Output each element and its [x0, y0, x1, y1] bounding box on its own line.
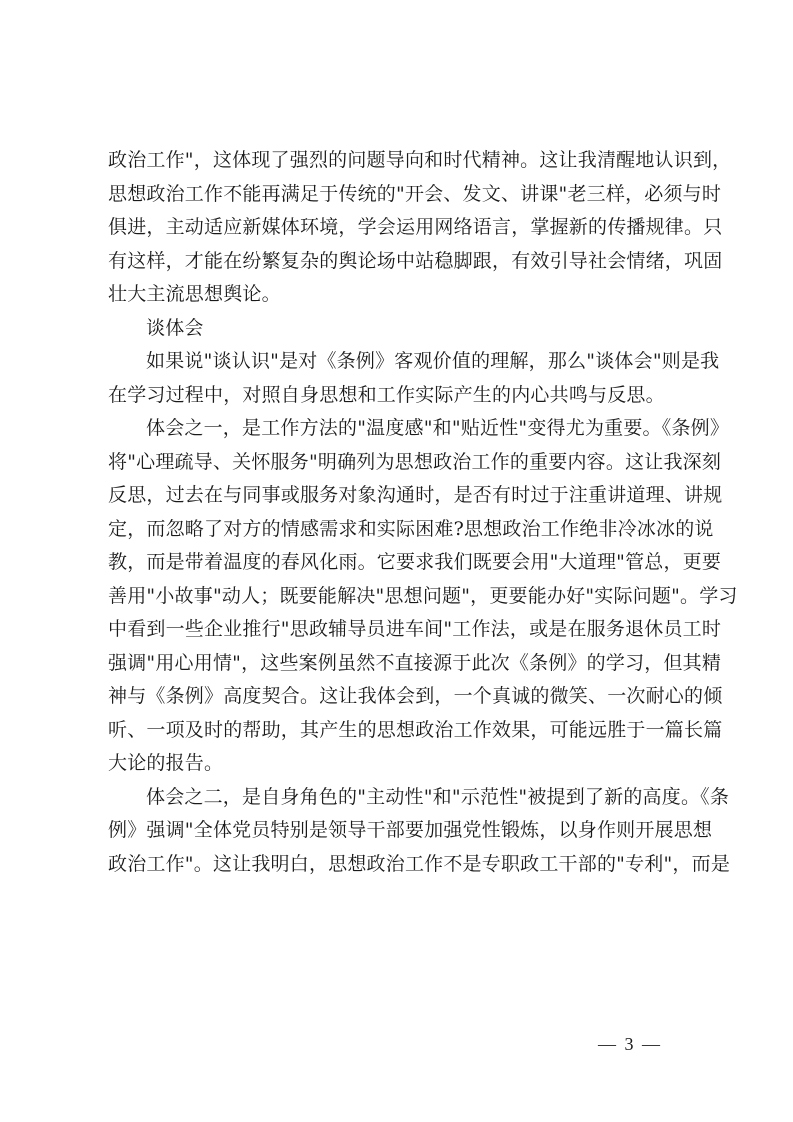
page-number: — 3 — [598, 1034, 662, 1054]
text-line-19: 大论的报告。 [108, 752, 224, 774]
text-line-12: 定，而忽略了对方的情感需求和实际困难?思想政治工作绝非冷冰冰的说 [108, 517, 714, 540]
text-line-9: 体会之一，是工作方法的"温度感"和"贴近性"变得尤为重要。《条例》 [146, 417, 730, 439]
text-line-20: 体会之二，是自身角色的"主动性"和"示范性"被提到了新的高度。《条 [146, 785, 730, 808]
text-line-22: 政治工作"。这让我明白，思想政治工作不是专职政工干部的"专利"，而是 [108, 852, 731, 875]
text-line-14: 善用"小故事"动人；既要能解决"思想问题"，更要能办好"实际问题"。学习 [108, 584, 738, 607]
text-line-7: 如果说"谈认识"是对《条例》客观价值的理解，那么"谈体会"则是我 [146, 350, 720, 372]
text-line-11: 反思，过去在与同事或服务对象沟通时，是否有时过于注重讲道理、讲规 [108, 484, 723, 506]
text-line-16: 强调"用心用情"，这些案例虽然不直接源于此次《条例》的学习，但其精 [108, 651, 722, 674]
text-line-10: 将"心理疏导、关怀服务"明确列为思想政治工作的重要内容。这让我深刻 [108, 450, 722, 473]
text-line-13: 教，而是带着温度的春风化雨。它要求我们既要会用"大道理"管总，更要 [108, 551, 722, 573]
text-line-5: 壮大主流思想舆论。 [108, 283, 281, 305]
section-heading: 谈体会 [146, 316, 204, 339]
body-text [108, 144, 738, 881]
text-line-2: 思想政治工作不能再满足于传统的"开会、发文、讲课"老三样，必须与时 [108, 182, 722, 205]
text-line-21: 例》强调"全体党员特别是领导干部要加强党性锻炼，以身作则开展思想 [108, 819, 713, 841]
text-line-1: 政治工作"，这体现了强烈的问题导向和时代精神。这让我清醒地认识到， [108, 149, 732, 171]
text-line-3: 俱进，主动适应新媒体环境，学会运用网络语言，掌握新的传播规律。只 [108, 216, 723, 238]
text-line-15: 中看到一些企业推行"思政辅导员进车间"工作法，或是在服务退休员工时 [108, 618, 722, 640]
text-line-17: 神与《条例》高度契合。这让我体会到，一个真诚的微笑、一次耐心的倾 [108, 685, 723, 707]
text-line-18: 听、一项及时的帮助，其产生的思想政治工作效果，可能远胜于一篇长篇 [108, 718, 723, 741]
text-line-4: 有这样，才能在纷繁复杂的舆论场中站稳脚跟，有效引导社会情绪，巩固 [108, 249, 723, 272]
text-line-8: 在学习过程中，对照自身思想和工作实际产生的内心共鸣与反思。 [108, 383, 665, 406]
